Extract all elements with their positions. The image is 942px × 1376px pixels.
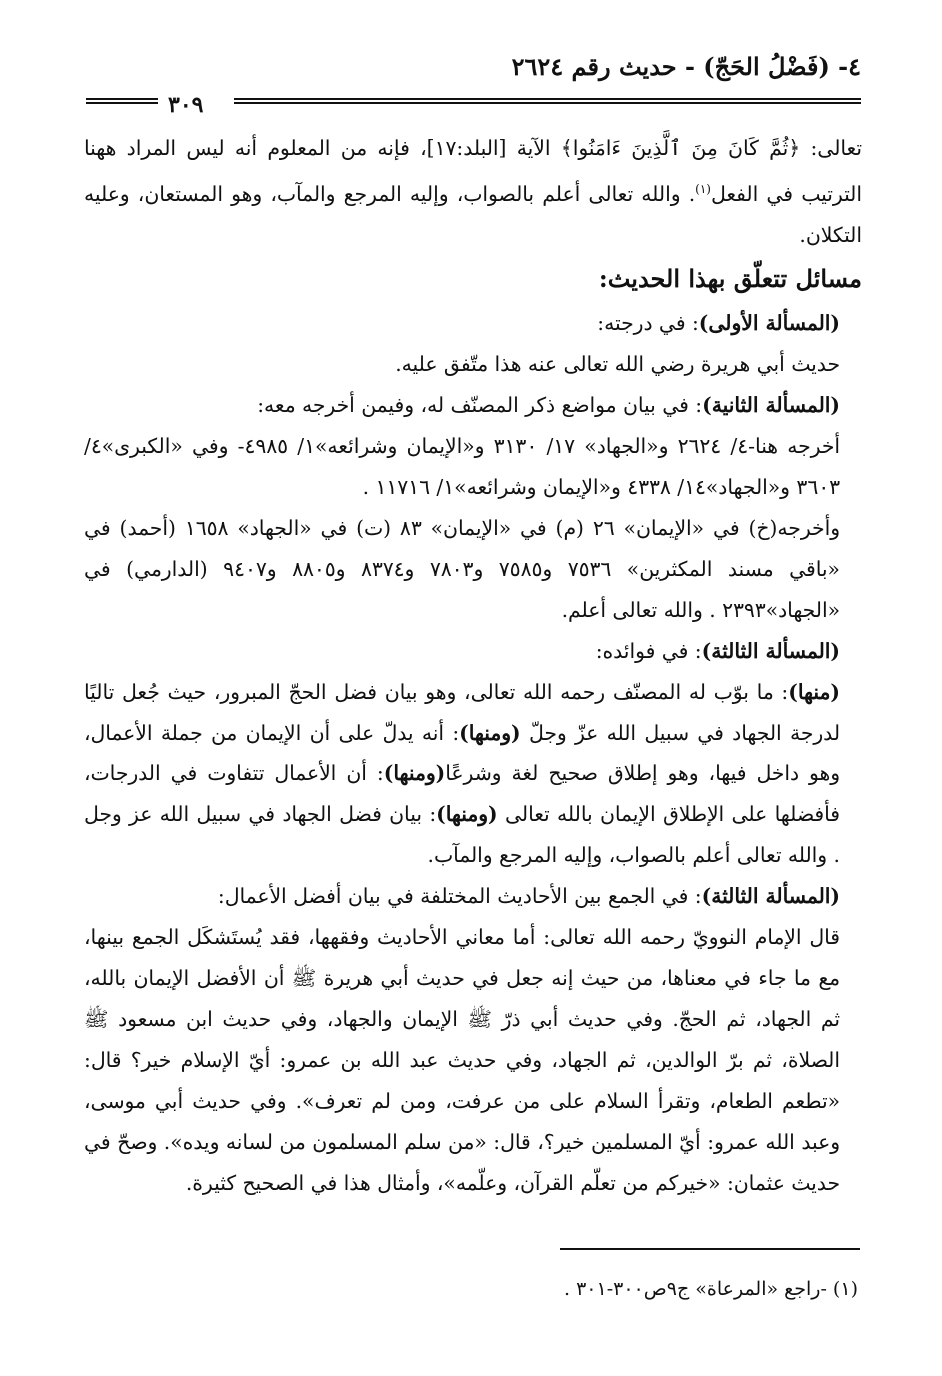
section-heading: مسائل تتعلّق بهذا الحديث: [598,264,862,294]
question-3-rest: : في فوائده: [595,638,702,663]
intro-text: تعالى: ﴿ثُمَّ كَانَ مِنَ ٱلَّذِينَ ءَامَنُوا﴾ الآية [البلد:١٧]، فإنه من المعلوم أنه ليس المراد ههنا الترتيب في الفعل [84,136,863,206]
question-3-text [84,672,862,877]
footnote-ref: (١) [695,181,711,196]
benefit-text-1: : ما بوّب له المصنّف رحمه الله تعالى، وهو بيان فضل الحجّ المبرور، حيث جُعل تاليًا لدرجة الجهاد في سبيل الله عزّ وجلّ [84,679,841,745]
question-4-text: قال الإمام النوويّ رحمه الله تعالى: أما معاني الأحاديث وفقهها، فقد يُستَشكَل الجمع بينها، مع ما جاء في معناها، من حيث إنه جعل في حديث أبي هريرة ﷺ أن الأفضل الإيمان بالله، ثم الجهاد، ثم الحجّ. وفي حديث أبي ذرّ ﷺ الإيمان والجهاد، وفي حديث ابن مسعود ﷺ الصلاة، ثم برّ الوالدين، ثم الجهاد، وفي حديث عبد الله بن عمرو: أيّ الإسلام خير؟ قال: «تطعم الطعام، وتقرأ السلام على من عرفت، ومن لم تعرف». وفي حديث أبي موسى، وعبد الله عمرو: أيّ المسلمين خير؟، قال: «من سلم المسلمون من لسانه ويده». وصحّ في حديث عثمان: «خيركم من تعلّم القرآن، وعلّمه»، وأمثال هذا في الصحيح كثيرة. [84,925,840,1195]
question-1-heading [84,303,862,344]
question-4-rest: : في الجمع بين الأحاديث المختلفة في بيان أفضل الأعمال: [217,884,702,909]
running-head: ٤- (فَضْلُ الحَجّ) - حديث رقم ٢٦٢٤ [511,52,861,81]
question-3-label: (المسألة الثالثة) [701,638,840,663]
page-body [84,128,862,1203]
header-rule [234,98,861,104]
benefit-text-4: : بيان فضل الجهاد في سبيل الله عز وجل . والله تعالى أعلم بالصواب، وإليه المرجع والمآب. [84,802,840,868]
question-2-text-1: أخرجه هنا-٤/ ٢٦٢٤ و«الجهاد» ١٧/ ٣١٣٠ و«الإيمان وشرائعه»١/ ٤٩٨٥- وفي «الكبرى»٤/ ٣٦٠٣ و«الجهاد»١٤/ ٤٣٣٨ و«الإيمان وشرائعه»١/ ١١٧١٦ . [84,434,840,500]
question-2-heading [84,385,862,426]
question-4-heading [84,876,862,917]
paragraph-intro [84,128,862,255]
footnote-rule [560,1248,860,1250]
footnote: (١) -راجع «المرعاة» ج٩ص٣٠٠-٣٠١ . [563,1278,858,1300]
page-number: ٣٠٩ [168,92,204,118]
question-1-label: (المسألة الأولى) [698,311,840,336]
minha-label: (ومنها) [436,802,498,827]
minha-label: (ومنها) [459,720,521,745]
question-1-rest: : في درجته: [597,311,699,336]
minha-label: (منها) [788,679,840,704]
question-2-label: (المسألة الثانية) [702,393,840,418]
question-3-heading [84,631,862,672]
question-2-text-2: وأخرجه(خ) في «الإيمان» ٢٦ (م) في «الإيمان» ٨٣ (ت) في «الجهاد» ١٦٥٨ (أحمد) في «باقي مسند المكثرين» ٧٥٣٦ و٧٥٨٥ و٧٨٠٣ و٨٣٧٤ و٨٨٠٥ و٩٤٠٧ (الدارمي) في «الجهاد»٢٣٩٣ . والله تعالى أعلم. [84,516,840,622]
page-header [86,52,861,118]
benefit-text-3: : أن الأعمال تتفاوت في الدرجات، فأفضلها على الإطلاق الإيمان بالله تعالى [84,761,840,827]
intro-text-end: . والله تعالى أعلم بالصواب، وإليه المرجع والمآب، وهو المستعان، وعليه التكلان. [84,181,862,247]
question-4-label: (المسألة الثالثة) [701,884,840,909]
question-1-text: حديث أبي هريرة رضي الله تعالى عنه هذا متّفق عليه. [395,352,840,377]
benefit-text-2: : أنه يدلّ على أن الإيمان من جملة الأعمال، وهو داخل فيها، وهو إطلاق صحيح لغة وشرعًا [84,720,840,786]
minha-label: (ومنها) [383,761,446,786]
header-rule-short [86,98,158,104]
question-2-rest: : في بيان مواضع ذكر المصنّف له، وفيمن أخرجه معه: [257,393,703,418]
